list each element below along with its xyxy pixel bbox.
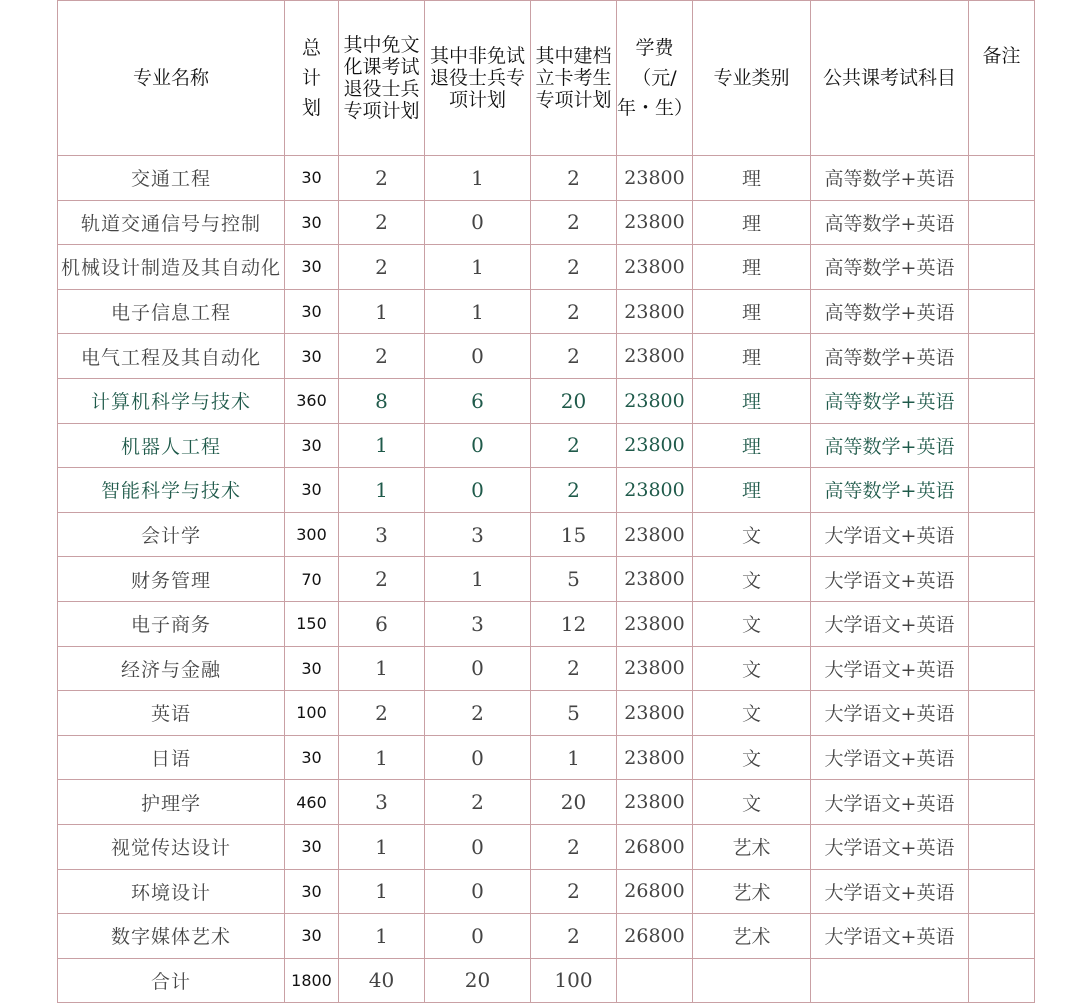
cell-nonexempt-count: 2 bbox=[425, 691, 531, 736]
cell-category: 艺术 bbox=[693, 914, 811, 959]
cell-category: 理 bbox=[693, 468, 811, 513]
cell-major-name: 财务管理 bbox=[58, 557, 285, 602]
cell-nonexempt-count: 0 bbox=[425, 468, 531, 513]
table-row bbox=[58, 156, 1035, 201]
header-row bbox=[58, 1, 1035, 156]
cell-major-name: 交通工程 bbox=[58, 156, 285, 201]
totals-note-empty bbox=[969, 958, 1035, 1003]
cell-exempt-count: 2 bbox=[339, 200, 425, 245]
cell-category: 文 bbox=[693, 512, 811, 557]
cell-total-plan: 30 bbox=[285, 914, 339, 959]
cell-category: 理 bbox=[693, 200, 811, 245]
cell-poverty-count: 2 bbox=[531, 914, 617, 959]
cell-major-name: 环境设计 bbox=[58, 869, 285, 914]
cell-nonexempt-count: 3 bbox=[425, 512, 531, 557]
cell-poverty-count: 20 bbox=[531, 378, 617, 423]
cell-note bbox=[969, 334, 1035, 379]
table-row bbox=[58, 468, 1035, 513]
cell-category: 文 bbox=[693, 691, 811, 736]
cell-note bbox=[969, 200, 1035, 245]
cell-nonexempt-count: 0 bbox=[425, 423, 531, 468]
cell-category: 文 bbox=[693, 735, 811, 780]
header-total-char-3: 划 bbox=[301, 97, 321, 119]
cell-nonexempt-count: 1 bbox=[425, 289, 531, 334]
table-row bbox=[58, 378, 1035, 423]
cell-tuition: 23800 bbox=[617, 646, 693, 691]
cell-total-plan: 30 bbox=[285, 468, 339, 513]
cell-exempt-count: 6 bbox=[339, 601, 425, 646]
cell-subjects: 大学语文+英语 bbox=[811, 691, 969, 736]
cell-poverty-count: 2 bbox=[531, 289, 617, 334]
cell-note bbox=[969, 557, 1035, 602]
cell-major-name: 计算机科学与技术 bbox=[58, 378, 285, 423]
cell-total-plan: 30 bbox=[285, 289, 339, 334]
table-row bbox=[58, 646, 1035, 691]
table-row bbox=[58, 601, 1035, 646]
header-total-char-1: 总 bbox=[301, 37, 321, 59]
cell-subjects: 大学语文+英语 bbox=[811, 601, 969, 646]
cell-category: 文 bbox=[693, 780, 811, 825]
table-row bbox=[58, 423, 1035, 468]
cell-nonexempt-count: 1 bbox=[425, 245, 531, 290]
cell-tuition: 26800 bbox=[617, 824, 693, 869]
enrollment-plan-table bbox=[57, 0, 1035, 1003]
cell-total-plan: 30 bbox=[285, 869, 339, 914]
cell-major-name: 机械设计制造及其自动化 bbox=[58, 245, 285, 290]
cell-note bbox=[969, 512, 1035, 557]
cell-subjects: 高等数学+英语 bbox=[811, 245, 969, 290]
cell-category: 理 bbox=[693, 378, 811, 423]
cell-total-plan: 460 bbox=[285, 780, 339, 825]
cell-exempt-count: 2 bbox=[339, 691, 425, 736]
cell-nonexempt-count: 0 bbox=[425, 646, 531, 691]
cell-subjects: 高等数学+英语 bbox=[811, 423, 969, 468]
cell-category: 理 bbox=[693, 423, 811, 468]
cell-note bbox=[969, 245, 1035, 290]
cell-nonexempt-count: 0 bbox=[425, 200, 531, 245]
cell-subjects: 大学语文+英语 bbox=[811, 646, 969, 691]
table-row bbox=[58, 914, 1035, 959]
cell-nonexempt-count: 1 bbox=[425, 156, 531, 201]
cell-note bbox=[969, 601, 1035, 646]
totals-poverty: 100 bbox=[531, 958, 617, 1003]
cell-poverty-count: 15 bbox=[531, 512, 617, 557]
cell-subjects: 高等数学+英语 bbox=[811, 289, 969, 334]
cell-tuition: 26800 bbox=[617, 914, 693, 959]
cell-poverty-count: 2 bbox=[531, 824, 617, 869]
table-row bbox=[58, 869, 1035, 914]
cell-tuition: 23800 bbox=[617, 601, 693, 646]
totals-subjects-empty bbox=[811, 958, 969, 1003]
totals-row bbox=[58, 958, 1035, 1003]
cell-poverty-count: 2 bbox=[531, 200, 617, 245]
cell-major-name: 电气工程及其自动化 bbox=[58, 334, 285, 379]
cell-poverty-count: 12 bbox=[531, 601, 617, 646]
cell-tuition: 23800 bbox=[617, 200, 693, 245]
cell-poverty-count: 2 bbox=[531, 334, 617, 379]
cell-subjects: 高等数学+英语 bbox=[811, 378, 969, 423]
cell-tuition: 23800 bbox=[617, 468, 693, 513]
cell-category: 理 bbox=[693, 334, 811, 379]
cell-poverty-count: 2 bbox=[531, 245, 617, 290]
cell-exempt-count: 1 bbox=[339, 423, 425, 468]
cell-note bbox=[969, 824, 1035, 869]
table-row bbox=[58, 691, 1035, 736]
table-row bbox=[58, 512, 1035, 557]
cell-note bbox=[969, 156, 1035, 201]
cell-nonexempt-count: 0 bbox=[425, 914, 531, 959]
cell-subjects: 大学语文+英语 bbox=[811, 780, 969, 825]
cell-total-plan: 100 bbox=[285, 691, 339, 736]
cell-major-name: 电子商务 bbox=[58, 601, 285, 646]
cell-nonexempt-count: 1 bbox=[425, 557, 531, 602]
cell-note bbox=[969, 378, 1035, 423]
header-nonexempt-veterans bbox=[425, 1, 531, 156]
cell-exempt-count: 1 bbox=[339, 735, 425, 780]
table-row bbox=[58, 334, 1035, 379]
cell-note bbox=[969, 468, 1035, 513]
cell-nonexempt-count: 0 bbox=[425, 869, 531, 914]
header-tuition bbox=[617, 1, 693, 156]
cell-exempt-count: 1 bbox=[339, 914, 425, 959]
cell-exempt-count: 2 bbox=[339, 156, 425, 201]
cell-nonexempt-count: 6 bbox=[425, 378, 531, 423]
cell-poverty-count: 2 bbox=[531, 646, 617, 691]
header-tuition-line1: 学费 bbox=[635, 37, 674, 59]
cell-poverty-count: 2 bbox=[531, 423, 617, 468]
cell-major-name: 智能科学与技术 bbox=[58, 468, 285, 513]
cell-tuition: 23800 bbox=[617, 156, 693, 201]
cell-tuition: 23800 bbox=[617, 557, 693, 602]
table-row bbox=[58, 245, 1035, 290]
totals-label: 合计 bbox=[58, 958, 285, 1003]
header-nonexempt-text: 其中非免试退役士兵专项计划 bbox=[429, 45, 525, 111]
cell-category: 文 bbox=[693, 557, 811, 602]
header-poverty-students bbox=[531, 1, 617, 156]
cell-note bbox=[969, 646, 1035, 691]
table-row bbox=[58, 780, 1035, 825]
cell-note bbox=[969, 289, 1035, 334]
cell-exempt-count: 2 bbox=[339, 557, 425, 602]
cell-note bbox=[969, 914, 1035, 959]
cell-subjects: 高等数学+英语 bbox=[811, 334, 969, 379]
cell-total-plan: 360 bbox=[285, 378, 339, 423]
cell-exempt-count: 2 bbox=[339, 334, 425, 379]
cell-subjects: 高等数学+英语 bbox=[811, 156, 969, 201]
cell-note bbox=[969, 691, 1035, 736]
cell-total-plan: 30 bbox=[285, 200, 339, 245]
cell-poverty-count: 2 bbox=[531, 869, 617, 914]
cell-subjects: 高等数学+英语 bbox=[811, 200, 969, 245]
cell-poverty-count: 20 bbox=[531, 780, 617, 825]
cell-exempt-count: 3 bbox=[339, 512, 425, 557]
totals-fee-empty bbox=[617, 958, 693, 1003]
cell-subjects: 大学语文+英语 bbox=[811, 824, 969, 869]
totals-nonexempt: 20 bbox=[425, 958, 531, 1003]
cell-major-name: 轨道交通信号与控制 bbox=[58, 200, 285, 245]
table-row bbox=[58, 735, 1035, 780]
cell-major-name: 视觉传达设计 bbox=[58, 824, 285, 869]
cell-nonexempt-count: 0 bbox=[425, 824, 531, 869]
cell-poverty-count: 1 bbox=[531, 735, 617, 780]
cell-exempt-count: 3 bbox=[339, 780, 425, 825]
cell-poverty-count: 5 bbox=[531, 691, 617, 736]
cell-note bbox=[969, 869, 1035, 914]
totals-category-empty bbox=[693, 958, 811, 1003]
cell-subjects: 大学语文+英语 bbox=[811, 914, 969, 959]
cell-nonexempt-count: 3 bbox=[425, 601, 531, 646]
header-note: 备注 bbox=[969, 1, 1035, 156]
cell-total-plan: 300 bbox=[285, 512, 339, 557]
header-tuition-line3: 年・生） bbox=[617, 97, 694, 119]
cell-tuition: 23800 bbox=[617, 512, 693, 557]
cell-category: 理 bbox=[693, 289, 811, 334]
cell-note bbox=[969, 780, 1035, 825]
cell-category: 艺术 bbox=[693, 824, 811, 869]
cell-tuition: 23800 bbox=[617, 423, 693, 468]
totals-total: 1800 bbox=[285, 958, 339, 1003]
cell-subjects: 大学语文+英语 bbox=[811, 557, 969, 602]
cell-tuition: 23800 bbox=[617, 735, 693, 780]
cell-major-name: 机器人工程 bbox=[58, 423, 285, 468]
cell-major-name: 电子信息工程 bbox=[58, 289, 285, 334]
cell-category: 理 bbox=[693, 156, 811, 201]
cell-exempt-count: 8 bbox=[339, 378, 425, 423]
header-category: 专业类别 bbox=[693, 1, 811, 156]
table-row bbox=[58, 200, 1035, 245]
cell-tuition: 23800 bbox=[617, 378, 693, 423]
header-major-name: 专业名称 bbox=[58, 1, 285, 156]
cell-category: 艺术 bbox=[693, 869, 811, 914]
cell-major-name: 会计学 bbox=[58, 512, 285, 557]
header-exempt-veterans bbox=[339, 1, 425, 156]
cell-total-plan: 30 bbox=[285, 245, 339, 290]
header-poverty-text: 其中建档立卡考生专项计划 bbox=[535, 45, 612, 111]
cell-tuition: 23800 bbox=[617, 334, 693, 379]
header-total-char-2: 计 bbox=[301, 67, 321, 89]
cell-tuition: 23800 bbox=[617, 245, 693, 290]
cell-tuition: 23800 bbox=[617, 289, 693, 334]
cell-total-plan: 30 bbox=[285, 156, 339, 201]
cell-exempt-count: 1 bbox=[339, 646, 425, 691]
table-row bbox=[58, 289, 1035, 334]
cell-exempt-count: 1 bbox=[339, 824, 425, 869]
cell-total-plan: 70 bbox=[285, 557, 339, 602]
cell-subjects: 大学语文+英语 bbox=[811, 869, 969, 914]
cell-exempt-count: 1 bbox=[339, 468, 425, 513]
cell-major-name: 经济与金融 bbox=[58, 646, 285, 691]
cell-total-plan: 30 bbox=[285, 334, 339, 379]
cell-tuition: 23800 bbox=[617, 780, 693, 825]
cell-total-plan: 30 bbox=[285, 646, 339, 691]
cell-note bbox=[969, 423, 1035, 468]
cell-major-name: 数字媒体艺术 bbox=[58, 914, 285, 959]
header-tuition-line2: （元/ bbox=[632, 67, 677, 89]
cell-subjects: 大学语文+英语 bbox=[811, 512, 969, 557]
cell-total-plan: 30 bbox=[285, 824, 339, 869]
cell-tuition: 26800 bbox=[617, 869, 693, 914]
table-row bbox=[58, 557, 1035, 602]
cell-exempt-count: 2 bbox=[339, 245, 425, 290]
cell-total-plan: 150 bbox=[285, 601, 339, 646]
table-row bbox=[58, 824, 1035, 869]
cell-total-plan: 30 bbox=[285, 735, 339, 780]
cell-major-name: 日语 bbox=[58, 735, 285, 780]
cell-nonexempt-count: 0 bbox=[425, 735, 531, 780]
cell-subjects: 高等数学+英语 bbox=[811, 468, 969, 513]
cell-note bbox=[969, 735, 1035, 780]
cell-exempt-count: 1 bbox=[339, 869, 425, 914]
totals-exempt: 40 bbox=[339, 958, 425, 1003]
cell-nonexempt-count: 0 bbox=[425, 334, 531, 379]
cell-poverty-count: 2 bbox=[531, 468, 617, 513]
cell-poverty-count: 2 bbox=[531, 156, 617, 201]
cell-poverty-count: 5 bbox=[531, 557, 617, 602]
cell-tuition: 23800 bbox=[617, 691, 693, 736]
header-total-plan bbox=[285, 1, 339, 156]
header-subjects: 公共课考试科目 bbox=[811, 1, 969, 156]
cell-total-plan: 30 bbox=[285, 423, 339, 468]
cell-category: 文 bbox=[693, 646, 811, 691]
cell-major-name: 英语 bbox=[58, 691, 285, 736]
cell-category: 理 bbox=[693, 245, 811, 290]
cell-subjects: 大学语文+英语 bbox=[811, 735, 969, 780]
cell-exempt-count: 1 bbox=[339, 289, 425, 334]
cell-nonexempt-count: 2 bbox=[425, 780, 531, 825]
header-exempt-text: 其中免文化课考试退役士兵专项计划 bbox=[343, 34, 420, 122]
cell-major-name: 护理学 bbox=[58, 780, 285, 825]
cell-category: 文 bbox=[693, 601, 811, 646]
